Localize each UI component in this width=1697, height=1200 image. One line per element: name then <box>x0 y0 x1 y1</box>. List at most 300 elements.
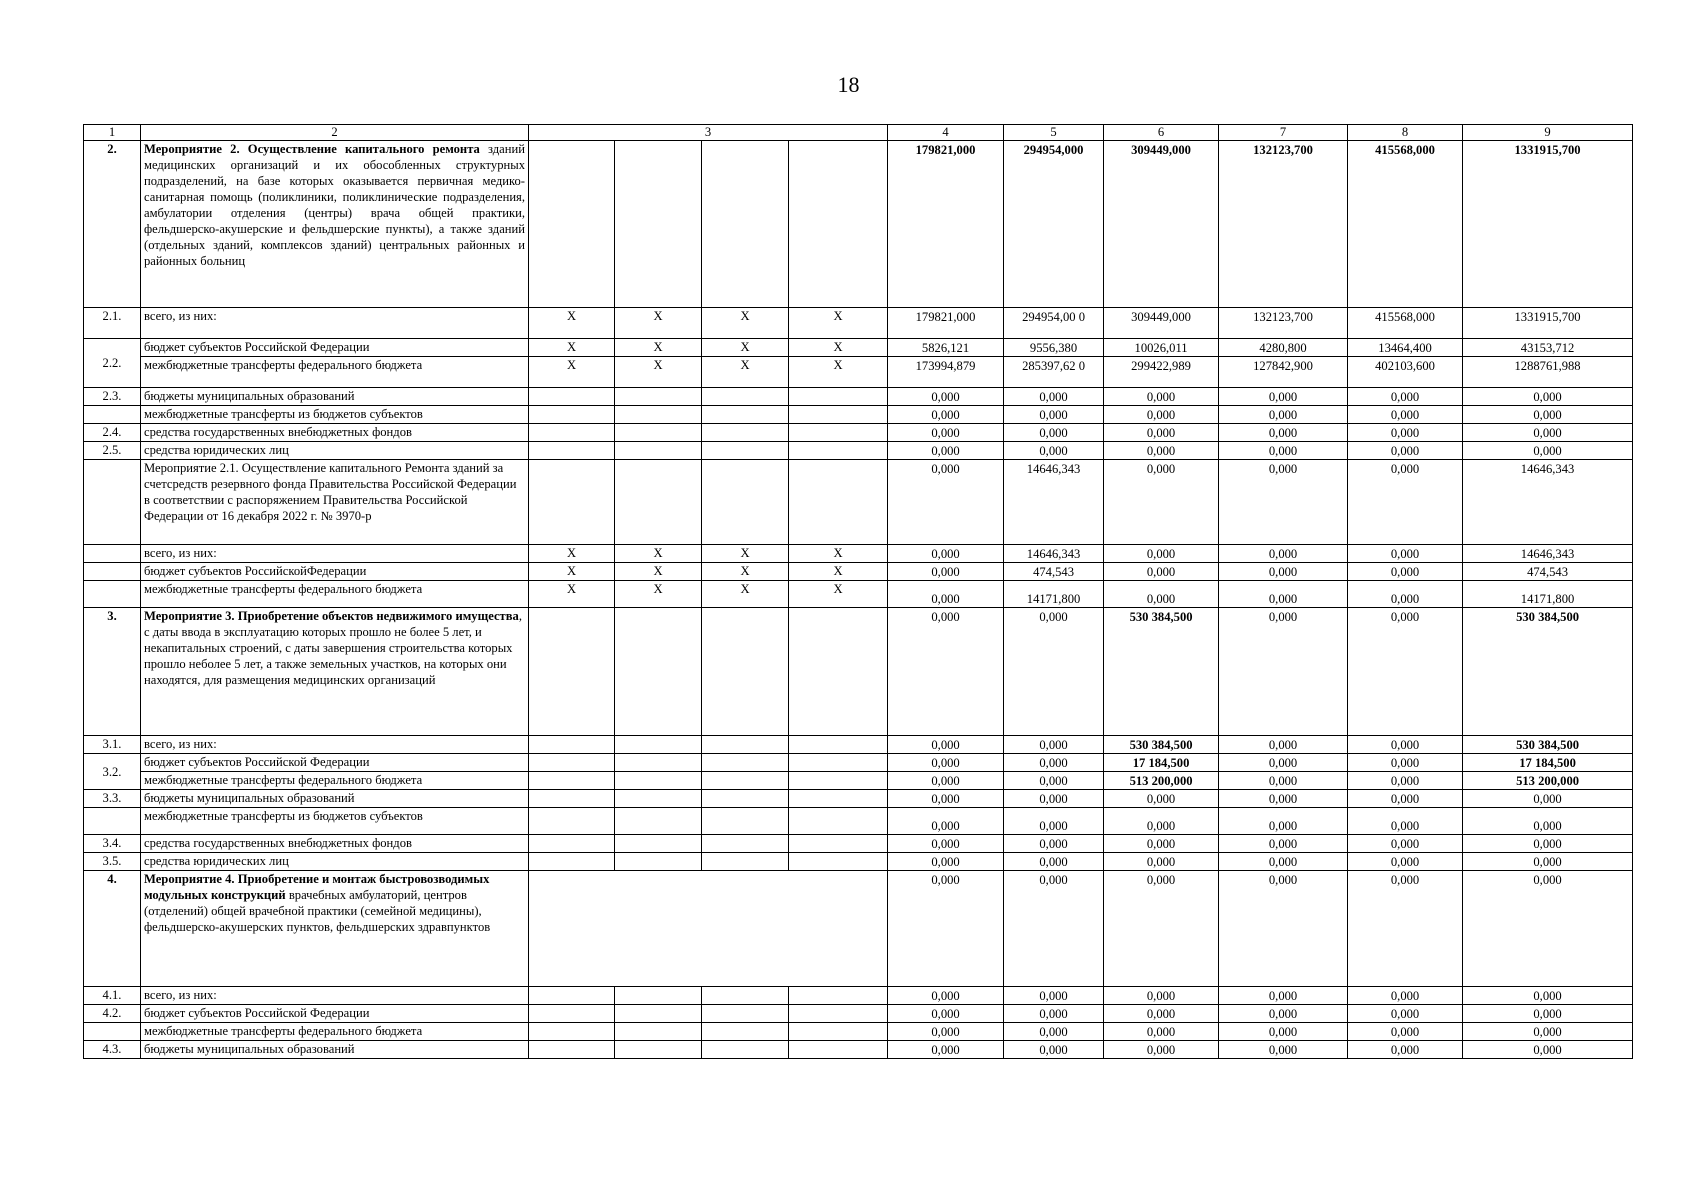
value-cell: 127842,900 <box>1219 357 1348 388</box>
value-cell: 0,000 <box>1104 1005 1219 1023</box>
table-row <box>84 871 1633 987</box>
row-name: бюджет субъектов Российской Федерации <box>141 1005 529 1023</box>
empty-cell <box>615 808 702 835</box>
empty-cell <box>529 424 615 442</box>
empty-cell <box>789 754 888 772</box>
row-name: бюджет субъектов РоссийскойФедерации <box>141 563 529 581</box>
value-cell: 0,000 <box>1348 1023 1463 1041</box>
value-cell: 1331915,700 <box>1463 308 1633 339</box>
table-row <box>84 442 1633 460</box>
empty-cell <box>789 772 888 790</box>
row-name: средства государственных внебюджетных фондов <box>141 424 529 442</box>
value-cell: 14646,343 <box>1463 460 1633 545</box>
value-cell: 0,000 <box>1219 545 1348 563</box>
empty-cell <box>789 388 888 406</box>
x-mark: X <box>529 545 615 563</box>
empty-cell <box>615 790 702 808</box>
empty-cell <box>615 608 702 736</box>
value-cell: 0,000 <box>1463 406 1633 424</box>
value-cell: 0,000 <box>888 545 1004 563</box>
x-mark: X <box>615 545 702 563</box>
value-cell: 0,000 <box>1104 1023 1219 1041</box>
table-row <box>84 581 1633 608</box>
value-cell: 0,000 <box>888 835 1004 853</box>
x-mark: X <box>529 308 615 339</box>
value-cell: 0,000 <box>1004 790 1104 808</box>
value-cell: 0,000 <box>1004 442 1104 460</box>
value-cell: 0,000 <box>888 1041 1004 1059</box>
empty-cell <box>615 442 702 460</box>
x-mark: X <box>529 339 615 357</box>
value-cell: 0,000 <box>1463 388 1633 406</box>
value-cell: 513 200,000 <box>1463 772 1633 790</box>
table-row <box>84 424 1633 442</box>
value-cell: 0,000 <box>1463 835 1633 853</box>
value-cell: 0,000 <box>1104 424 1219 442</box>
empty-cell <box>789 790 888 808</box>
value-cell: 0,000 <box>1219 563 1348 581</box>
row-name: межбюджетные трансферты федерального бюджета <box>141 581 529 608</box>
value-cell: 0,000 <box>888 790 1004 808</box>
value-cell: 0,000 <box>1219 790 1348 808</box>
value-cell: 0,000 <box>1348 987 1463 1005</box>
empty-cell <box>789 1023 888 1041</box>
value-cell: 0,000 <box>1104 545 1219 563</box>
value-cell: 0,000 <box>1348 790 1463 808</box>
value-cell: 14646,343 <box>1004 460 1104 545</box>
empty-cell <box>702 1023 789 1041</box>
value-cell: 0,000 <box>1463 987 1633 1005</box>
table-row <box>84 406 1633 424</box>
column-header: 6 <box>1104 125 1219 141</box>
x-mark: X <box>615 339 702 357</box>
row-name <box>141 871 529 987</box>
value-cell: 0,000 <box>888 563 1004 581</box>
value-cell: 10026,011 <box>1104 339 1219 357</box>
empty-cell <box>615 853 702 871</box>
empty-cell <box>789 1005 888 1023</box>
table-row <box>84 736 1633 754</box>
empty-cell <box>529 853 615 871</box>
value-cell: 14171,800 <box>1463 581 1633 608</box>
empty-cell <box>615 1023 702 1041</box>
value-cell: 294954,000 <box>1004 141 1104 308</box>
value-cell: 0,000 <box>1219 442 1348 460</box>
value-cell: 0,000 <box>1219 388 1348 406</box>
row-name <box>141 608 529 736</box>
value-cell: 0,000 <box>888 1005 1004 1023</box>
empty-cell <box>529 987 615 1005</box>
empty-cell <box>615 736 702 754</box>
value-cell: 0,000 <box>1004 835 1104 853</box>
empty-cell <box>789 853 888 871</box>
row-number: 2.1. <box>84 308 141 339</box>
row-number: 2.3. <box>84 388 141 406</box>
value-cell: 0,000 <box>1219 987 1348 1005</box>
row-name-bold: Мероприятие 4. Приобретение и монтаж быстровозводимых модульных конструкций <box>144 872 490 902</box>
empty-cell <box>529 754 615 772</box>
row-name: бюджеты муниципальных образований <box>141 1041 529 1059</box>
row-number: 4. <box>84 871 141 987</box>
table-row <box>84 754 1633 772</box>
empty-cell <box>529 1041 615 1059</box>
empty-cell <box>529 442 615 460</box>
value-cell: 0,000 <box>1348 808 1463 835</box>
empty-cell <box>702 388 789 406</box>
value-cell: 173994,879 <box>888 357 1004 388</box>
column-header: 4 <box>888 125 1004 141</box>
value-cell: 0,000 <box>1348 772 1463 790</box>
table-row <box>84 563 1633 581</box>
empty-cell <box>84 406 141 424</box>
empty-cell <box>615 754 702 772</box>
value-cell: 0,000 <box>1004 871 1104 987</box>
row-number: 2. <box>84 141 141 308</box>
row-name-bold: Мероприятие 2. Осуществление капитального ремонта <box>144 142 480 156</box>
value-cell: 4280,800 <box>1219 339 1348 357</box>
value-cell: 0,000 <box>1219 460 1348 545</box>
empty-cell <box>529 406 615 424</box>
value-cell: 0,000 <box>888 424 1004 442</box>
value-cell: 0,000 <box>1004 754 1104 772</box>
empty-cell <box>529 772 615 790</box>
row-number: 3.3. <box>84 790 141 808</box>
value-cell: 415568,000 <box>1348 308 1463 339</box>
table-row <box>84 987 1633 1005</box>
value-cell: 0,000 <box>1348 736 1463 754</box>
value-cell: 530 384,500 <box>1104 608 1219 736</box>
value-cell: 0,000 <box>1104 808 1219 835</box>
value-cell: 0,000 <box>1004 406 1104 424</box>
empty-cell <box>615 835 702 853</box>
value-cell: 0,000 <box>1004 1023 1104 1041</box>
row-name: межбюджетные трансферты из бюджетов субъектов <box>141 808 529 835</box>
value-cell: 0,000 <box>1004 1005 1104 1023</box>
empty-cell <box>789 1041 888 1059</box>
empty-cell <box>702 608 789 736</box>
value-cell: 0,000 <box>1104 853 1219 871</box>
empty-cell <box>789 808 888 835</box>
row-name: средства юридических лиц <box>141 442 529 460</box>
value-cell: 0,000 <box>1348 608 1463 736</box>
value-cell: 0,000 <box>1219 754 1348 772</box>
empty-cell <box>615 1041 702 1059</box>
value-cell: 0,000 <box>1219 1005 1348 1023</box>
value-cell: 0,000 <box>1348 406 1463 424</box>
value-cell: 0,000 <box>1104 987 1219 1005</box>
empty-cell <box>84 563 141 581</box>
empty-cell <box>789 141 888 308</box>
empty-cell <box>789 442 888 460</box>
value-cell: 179821,000 <box>888 141 1004 308</box>
row-name-bold: Мероприятие 3. Приобретение объектов недвижимого имущества <box>144 609 519 623</box>
value-cell: 0,000 <box>1219 772 1348 790</box>
column-header: 7 <box>1219 125 1348 141</box>
empty-cell <box>529 608 615 736</box>
row-number: 4.1. <box>84 987 141 1005</box>
empty-cell <box>84 808 141 835</box>
empty-cell <box>529 460 615 545</box>
value-cell: 530 384,500 <box>1104 736 1219 754</box>
value-cell: 0,000 <box>888 406 1004 424</box>
value-cell: 0,000 <box>1348 754 1463 772</box>
row-number: 3.4. <box>84 835 141 853</box>
empty-cell <box>702 808 789 835</box>
empty-cell <box>529 790 615 808</box>
value-cell: 513 200,000 <box>1104 772 1219 790</box>
value-cell: 0,000 <box>888 736 1004 754</box>
row-name: межбюджетные трансферты федерального бюджета <box>141 772 529 790</box>
table-row <box>84 808 1633 835</box>
value-cell: 0,000 <box>1348 563 1463 581</box>
value-cell: 132123,700 <box>1219 308 1348 339</box>
x-mark: X <box>529 357 615 388</box>
column-header: 5 <box>1004 125 1104 141</box>
value-cell: 0,000 <box>888 442 1004 460</box>
table-row <box>84 772 1633 790</box>
empty-cell <box>789 608 888 736</box>
value-cell: 0,000 <box>888 772 1004 790</box>
value-cell: 0,000 <box>1004 772 1104 790</box>
value-cell: 0,000 <box>1463 1023 1633 1041</box>
x-mark: X <box>702 563 789 581</box>
x-mark: X <box>615 357 702 388</box>
empty-cell <box>529 871 888 987</box>
x-mark: X <box>615 563 702 581</box>
value-cell: 415568,000 <box>1348 141 1463 308</box>
empty-cell <box>615 1005 702 1023</box>
value-cell: 0,000 <box>1463 808 1633 835</box>
value-cell: 0,000 <box>1348 424 1463 442</box>
table-row <box>84 790 1633 808</box>
value-cell: 14646,343 <box>1004 545 1104 563</box>
row-name: всего, из них: <box>141 545 529 563</box>
table-row <box>84 460 1633 545</box>
value-cell: 0,000 <box>1219 808 1348 835</box>
value-cell: 13464,400 <box>1348 339 1463 357</box>
column-header: 3 <box>529 125 888 141</box>
row-name: бюджеты муниципальных образований <box>141 790 529 808</box>
value-cell: 0,000 <box>1348 1041 1463 1059</box>
row-number: 3.5. <box>84 853 141 871</box>
empty-cell <box>615 772 702 790</box>
header-row <box>84 125 1633 141</box>
empty-cell <box>84 460 141 545</box>
row-name: бюджет субъектов Российской Федерации <box>141 754 529 772</box>
empty-cell <box>615 987 702 1005</box>
empty-cell <box>702 772 789 790</box>
value-cell: 14171,800 <box>1004 581 1104 608</box>
row-name-text: зданий медицинских организаций и их обособленных структурных подразделений, на базе которых оказывается первичная медико-санитарная помощь (поликлиники, поликлинические подразделения, амбулатории отделения (центры) врача общей практики, фельдшерско-акушерские и фельдшерские пункты), а также зданий (отдельных зданий, комплексов зданий) центральных районных и районных больниц <box>144 142 525 268</box>
row-name: бюджеты муниципальных образований <box>141 388 529 406</box>
value-cell: 474,543 <box>1004 563 1104 581</box>
table-row <box>84 608 1633 736</box>
x-mark: X <box>789 308 888 339</box>
value-cell: 0,000 <box>1004 853 1104 871</box>
value-cell: 0,000 <box>1219 1023 1348 1041</box>
empty-cell <box>84 581 141 608</box>
empty-cell <box>615 406 702 424</box>
empty-cell <box>529 808 615 835</box>
value-cell: 0,000 <box>888 388 1004 406</box>
value-cell: 0,000 <box>1004 1041 1104 1059</box>
row-number: 4.2. <box>84 1005 141 1023</box>
empty-cell <box>702 442 789 460</box>
column-header: 9 <box>1463 125 1633 141</box>
empty-cell <box>529 835 615 853</box>
value-cell: 179821,000 <box>888 308 1004 339</box>
x-mark: X <box>789 545 888 563</box>
value-cell: 0,000 <box>1219 608 1348 736</box>
value-cell: 0,000 <box>1004 987 1104 1005</box>
value-cell: 0,000 <box>1004 388 1104 406</box>
value-cell: 14646,343 <box>1463 545 1633 563</box>
value-cell: 0,000 <box>1104 460 1219 545</box>
value-cell: 0,000 <box>1104 388 1219 406</box>
value-cell: 299422,989 <box>1104 357 1219 388</box>
value-cell: 0,000 <box>1104 581 1219 608</box>
empty-cell <box>789 835 888 853</box>
value-cell: 309449,000 <box>1104 141 1219 308</box>
table-row <box>84 835 1633 853</box>
value-cell: 309449,000 <box>1104 308 1219 339</box>
row-name: межбюджетные трансферты федерального бюджета <box>141 357 529 388</box>
table-row <box>84 1041 1633 1059</box>
table-row <box>84 141 1633 308</box>
value-cell: 0,000 <box>1463 442 1633 460</box>
table-row <box>84 853 1633 871</box>
empty-cell <box>789 406 888 424</box>
page-number: 18 <box>837 72 860 97</box>
empty-cell <box>702 1005 789 1023</box>
row-name-text: врачебных амбулаторий, центров (отделений) общей врачебной практики (семейной медицины), фельдшерско-акушерских пунктов, фельдшерских здравпунктов <box>144 888 491 934</box>
value-cell: 1288761,988 <box>1463 357 1633 388</box>
x-mark: X <box>529 563 615 581</box>
x-mark: X <box>789 357 888 388</box>
x-mark: X <box>615 308 702 339</box>
empty-cell <box>702 987 789 1005</box>
value-cell: 0,000 <box>1104 406 1219 424</box>
x-mark: X <box>702 581 789 608</box>
row-name-text: , с даты ввода в эксплуатацию которых прошло не более 5 лет, и некапитальных строений, с даты завершения строительства которых прошло неболее 5 лет, а также земельных участков, на которых они находятся, для размещения медицинских организаций <box>144 609 522 687</box>
empty-cell <box>702 790 789 808</box>
value-cell: 0,000 <box>1463 790 1633 808</box>
value-cell: 0,000 <box>888 808 1004 835</box>
x-mark: X <box>702 339 789 357</box>
value-cell: 0,000 <box>1004 808 1104 835</box>
value-cell: 9556,380 <box>1004 339 1104 357</box>
value-cell: 43153,712 <box>1463 339 1633 357</box>
x-mark: X <box>702 545 789 563</box>
value-cell: 474,543 <box>1463 563 1633 581</box>
value-cell: 0,000 <box>1348 853 1463 871</box>
value-cell: 0,000 <box>1463 853 1633 871</box>
value-cell: 0,000 <box>1348 871 1463 987</box>
value-cell: 17 184,500 <box>1104 754 1219 772</box>
empty-cell <box>615 141 702 308</box>
table-row <box>84 308 1633 339</box>
row-name: межбюджетные трансферты из бюджетов субъектов <box>141 406 529 424</box>
value-cell: 0,000 <box>1348 581 1463 608</box>
empty-cell <box>789 424 888 442</box>
table-row <box>84 545 1633 563</box>
empty-cell <box>789 460 888 545</box>
value-cell: 0,000 <box>1219 581 1348 608</box>
empty-cell <box>702 736 789 754</box>
value-cell: 0,000 <box>888 1023 1004 1041</box>
empty-cell <box>529 388 615 406</box>
value-cell: 0,000 <box>888 853 1004 871</box>
x-mark: X <box>789 339 888 357</box>
value-cell: 0,000 <box>1219 835 1348 853</box>
value-cell: 0,000 <box>1104 1041 1219 1059</box>
column-header: 1 <box>84 125 141 141</box>
value-cell: 0,000 <box>1463 424 1633 442</box>
x-mark: X <box>702 308 789 339</box>
value-cell: 0,000 <box>1348 545 1463 563</box>
value-cell: 17 184,500 <box>1463 754 1633 772</box>
value-cell: 0,000 <box>1219 424 1348 442</box>
empty-cell <box>615 388 702 406</box>
row-number: 4.3. <box>84 1041 141 1059</box>
row-name: Мероприятие 2.1. Осуществление капитального Ремонта зданий за счетсредств резервного фонда Правительства Российской Федерации в соответствии с распоряжением Правительства Российской Федерации от 16 декабря 2022 г. № 3970-р <box>141 460 529 545</box>
empty-cell <box>84 1023 141 1041</box>
row-number: 3.1. <box>84 736 141 754</box>
value-cell: 0,000 <box>888 871 1004 987</box>
row-name <box>141 141 529 308</box>
value-cell: 0,000 <box>1004 736 1104 754</box>
row-name: всего, из них: <box>141 308 529 339</box>
table-row <box>84 1005 1633 1023</box>
value-cell: 0,000 <box>1348 460 1463 545</box>
row-name: межбюджетные трансферты федерального бюджета <box>141 1023 529 1041</box>
empty-cell <box>615 424 702 442</box>
row-name: всего, из них: <box>141 736 529 754</box>
row-name: средства юридических лиц <box>141 853 529 871</box>
table-row <box>84 357 1633 388</box>
budget-table <box>83 124 1633 1059</box>
value-cell: 402103,600 <box>1348 357 1463 388</box>
value-cell: 0,000 <box>888 608 1004 736</box>
value-cell: 0,000 <box>1348 835 1463 853</box>
empty-cell <box>702 406 789 424</box>
value-cell: 0,000 <box>1004 424 1104 442</box>
value-cell: 0,000 <box>1104 563 1219 581</box>
x-mark: X <box>789 563 888 581</box>
empty-cell <box>529 141 615 308</box>
row-name: средства государственных внебюджетных фондов <box>141 835 529 853</box>
empty-cell <box>84 545 141 563</box>
table-row <box>84 1023 1633 1041</box>
value-cell: 0,000 <box>1348 388 1463 406</box>
empty-cell <box>529 736 615 754</box>
value-cell: 0,000 <box>1219 871 1348 987</box>
value-cell: 0,000 <box>1219 853 1348 871</box>
value-cell: 0,000 <box>1219 406 1348 424</box>
value-cell: 530 384,500 <box>1463 608 1633 736</box>
x-mark: X <box>529 581 615 608</box>
value-cell: 0,000 <box>888 754 1004 772</box>
value-cell: 0,000 <box>1463 1041 1633 1059</box>
value-cell: 530 384,500 <box>1463 736 1633 754</box>
value-cell: 5826,121 <box>888 339 1004 357</box>
empty-cell <box>702 853 789 871</box>
value-cell: 0,000 <box>1004 608 1104 736</box>
row-number: 2.5. <box>84 442 141 460</box>
value-cell: 0,000 <box>1348 1005 1463 1023</box>
empty-cell <box>702 835 789 853</box>
value-cell: 0,000 <box>1219 1041 1348 1059</box>
